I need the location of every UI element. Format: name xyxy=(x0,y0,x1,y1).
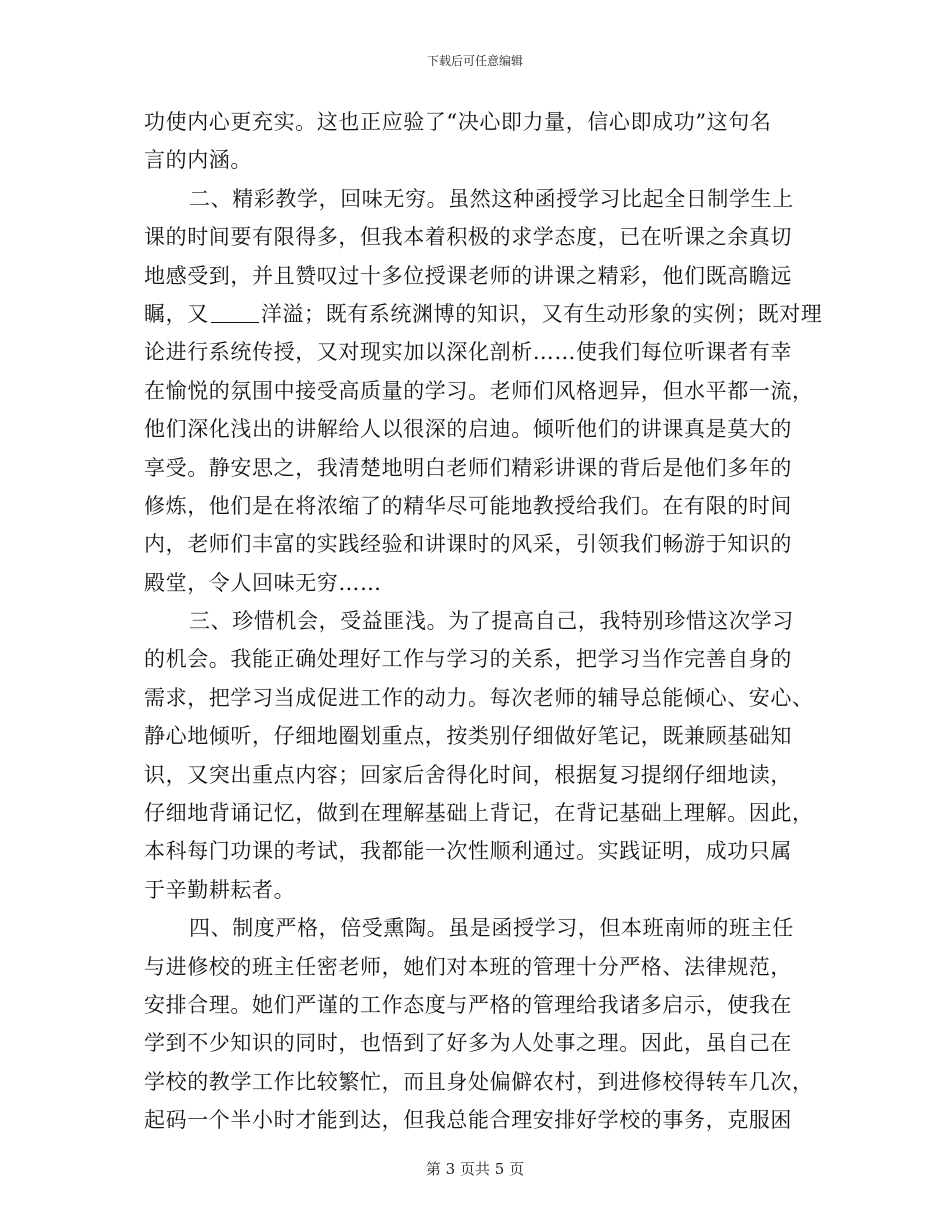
text-line: 需求，把学习当成促进工作的动力。每次老师的辅导总能倾心、安心、 xyxy=(144,685,814,710)
text-line: 内，老师们丰富的实践经验和讲课时的风采，引领我们畅游于知识的 xyxy=(144,532,792,557)
text-segment: 洋溢；既有系统渊博的知识，又有生动形象的实例；既对理 xyxy=(260,301,823,326)
paragraph-start-line: 二、精彩教学，回味无穷。虽然这种函授学习比起全日制学生上 xyxy=(189,186,794,211)
text-line: 学到不少知识的同时，也悟到了好多为人处事之理。因此，虽自己在 xyxy=(144,1031,792,1056)
text-line: 在愉悦的氛围中接受高质量的学习。老师们风格迥异，但水平都一流， xyxy=(144,378,814,403)
text-line: 与进修校的班主任密老师，她们对本班的管理十分严格、法律规范， xyxy=(144,954,792,979)
text-line: 地感受到，并且赞叹过十多位授课老师的讲课之精彩，他们既高瞻远 xyxy=(144,263,792,288)
text-line: 于辛勤耕耘者。 xyxy=(144,877,296,902)
page-footer: 第 3 页共 5 页 xyxy=(425,1160,525,1178)
paragraph-start-line: 三、珍惜机会，受益匪浅。为了提高自己，我特别珍惜这次学习 xyxy=(189,609,794,634)
page-header: 下载后可任意编辑 xyxy=(426,54,523,68)
text-line: 他们深化浅出的讲解给人以很深的启迪。倾听他们的讲课真是莫大的 xyxy=(144,417,792,442)
text-line: 学校的教学工作比较繁忙，而且身处偏僻农村，到进修校得转车几次， xyxy=(144,1069,814,1094)
text-line: 言的内涵。 xyxy=(144,148,252,173)
fill-in-blank xyxy=(211,300,259,323)
text-line: 静心地倾听，仔细地圈划重点，按类别仔细做好笔记，既兼顾基础知 xyxy=(144,724,792,749)
text-line: 享受。静安思之，我清楚地明白老师们精彩讲课的背后是他们多年的 xyxy=(144,455,792,480)
text-line: 本科每门功课的考试，我都能一次性顺利通过。实践证明，成功只属 xyxy=(144,839,792,864)
text-line: 论进行系统传授，又对现实加以深化剖析……使我们每位听课者有幸 xyxy=(144,340,792,365)
text-line: 功使内心更充实。这也正应验了“决心即力量，信心即成功”这句名 xyxy=(144,110,772,134)
text-line: 起码一个半小时才能到达，但我总能合理安排好学校的事务，克服困 xyxy=(144,1108,792,1133)
text-line: 识，又突出重点内容；回家后舍得化时间，根据复习提纲仔细地读， xyxy=(144,762,792,787)
text-line: 课的时间要有限得多，但我本着积极的求学态度，已在听课之余真切 xyxy=(144,225,792,250)
paragraph-start-line: 四、制度严格，倍受熏陶。虽是函授学习，但本班南师的班主任 xyxy=(189,916,794,941)
text-line: 殿堂，令人回味无穷…… xyxy=(144,570,382,595)
text-line-with-blank xyxy=(144,295,823,333)
text-segment: 瞩，又 xyxy=(144,301,209,326)
text-line: 仔细地背诵记忆，做到在理解基础上背记，在背记基础上理解。因此， xyxy=(144,801,814,826)
text-line: 修炼，他们是在将浓缩了的精华尽可能地教授给我们。在有限的时间 xyxy=(144,493,792,518)
document-body xyxy=(144,103,823,1140)
text-line: 安排合理。她们严谨的工作态度与严格的管理给我诸多启示，使我在 xyxy=(144,992,792,1017)
text-line: 的机会。我能正确处理好工作与学习的关系，把学习当作完善自身的 xyxy=(144,647,792,672)
